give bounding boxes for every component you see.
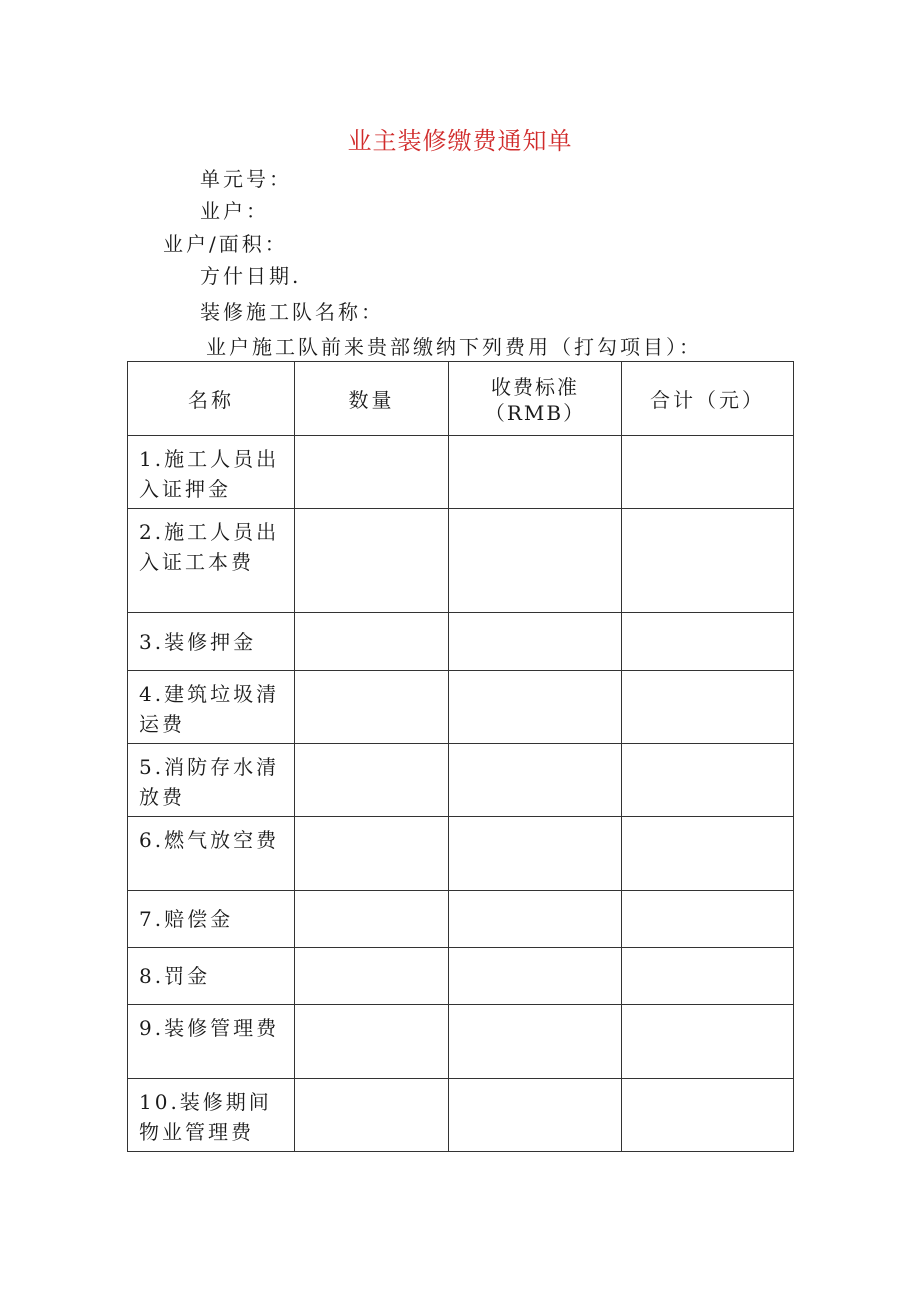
fee-item-name: 5.消防存水清放费 (128, 744, 295, 817)
fee-standard-cell[interactable] (449, 817, 622, 891)
quantity-cell[interactable] (295, 613, 449, 671)
total-cell[interactable] (622, 671, 794, 744)
fee-item-name: 6.燃气放空费 (128, 817, 295, 891)
fee-standard-cell[interactable] (449, 671, 622, 744)
quantity-cell[interactable] (295, 948, 449, 1005)
fee-standard-cell[interactable] (449, 744, 622, 817)
total-cell[interactable] (622, 744, 794, 817)
table-row (128, 891, 794, 948)
total-cell[interactable] (622, 948, 794, 1005)
quantity-cell[interactable] (295, 671, 449, 744)
table-header-row (128, 362, 794, 436)
total-cell[interactable] (622, 613, 794, 671)
quantity-cell[interactable] (295, 1005, 449, 1079)
fee-standard-cell[interactable] (449, 509, 622, 613)
owner-label: 业户： (200, 199, 269, 223)
header-quantity: 数量 (295, 362, 449, 436)
fee-standard-cell[interactable] (449, 1005, 622, 1079)
total-cell[interactable] (622, 891, 794, 948)
table-row (128, 817, 794, 891)
quantity-cell[interactable] (295, 436, 449, 509)
total-cell[interactable] (622, 436, 794, 509)
table-row (128, 671, 794, 744)
fee-item-name: 3.装修押金 (128, 613, 295, 671)
total-cell[interactable] (622, 1079, 794, 1152)
fee-standard-cell[interactable] (449, 436, 622, 509)
fee-standard-cell[interactable] (449, 891, 622, 948)
unit-number-label: 单元号： (200, 167, 292, 191)
total-cell[interactable] (622, 509, 794, 613)
fee-item-name: 2.施工人员出入证工本费 (128, 509, 295, 613)
fee-item-name: 7.赔偿金 (128, 891, 295, 948)
quantity-cell[interactable] (295, 891, 449, 948)
fee-item-name: 9.装修管理费 (128, 1005, 295, 1079)
table-row (128, 1005, 794, 1079)
total-cell[interactable] (622, 817, 794, 891)
table-row (128, 436, 794, 509)
fee-standard-cell[interactable] (449, 1079, 622, 1152)
quantity-cell[interactable] (295, 509, 449, 613)
header-total: 合计（元） (622, 362, 794, 436)
payment-date-label: 方什日期. (200, 264, 302, 288)
fee-standard-cell[interactable] (449, 948, 622, 1005)
quantity-cell[interactable] (295, 817, 449, 891)
owner-area-label: 业户/面积： (163, 232, 288, 256)
quantity-cell[interactable] (295, 1079, 449, 1152)
table-row (128, 948, 794, 1005)
header-fee-standard: 收费标准（RMB） (449, 362, 622, 436)
table-row (128, 1079, 794, 1152)
total-cell[interactable] (622, 1005, 794, 1079)
fee-item-name: 8.罚金 (128, 948, 295, 1005)
table-row (128, 613, 794, 671)
page-title: 业主装修缴费通知单 (347, 127, 573, 155)
quantity-cell[interactable] (295, 744, 449, 817)
fee-item-name: 10.装修期间物业管理费 (128, 1079, 295, 1152)
table-row (128, 509, 794, 613)
payment-instruction: 业户施工队前来贵部缴纳下列费用（打勾项目）： (206, 335, 702, 359)
header-name: 名称 (128, 362, 295, 436)
fee-item-name: 1.施工人员出入证押金 (128, 436, 295, 509)
table-row (128, 744, 794, 817)
fee-table (127, 361, 794, 1152)
fee-standard-cell[interactable] (449, 613, 622, 671)
fee-item-name: 4.建筑垃圾清运费 (128, 671, 295, 744)
construction-team-label: 装修施工队名称： (200, 300, 384, 324)
